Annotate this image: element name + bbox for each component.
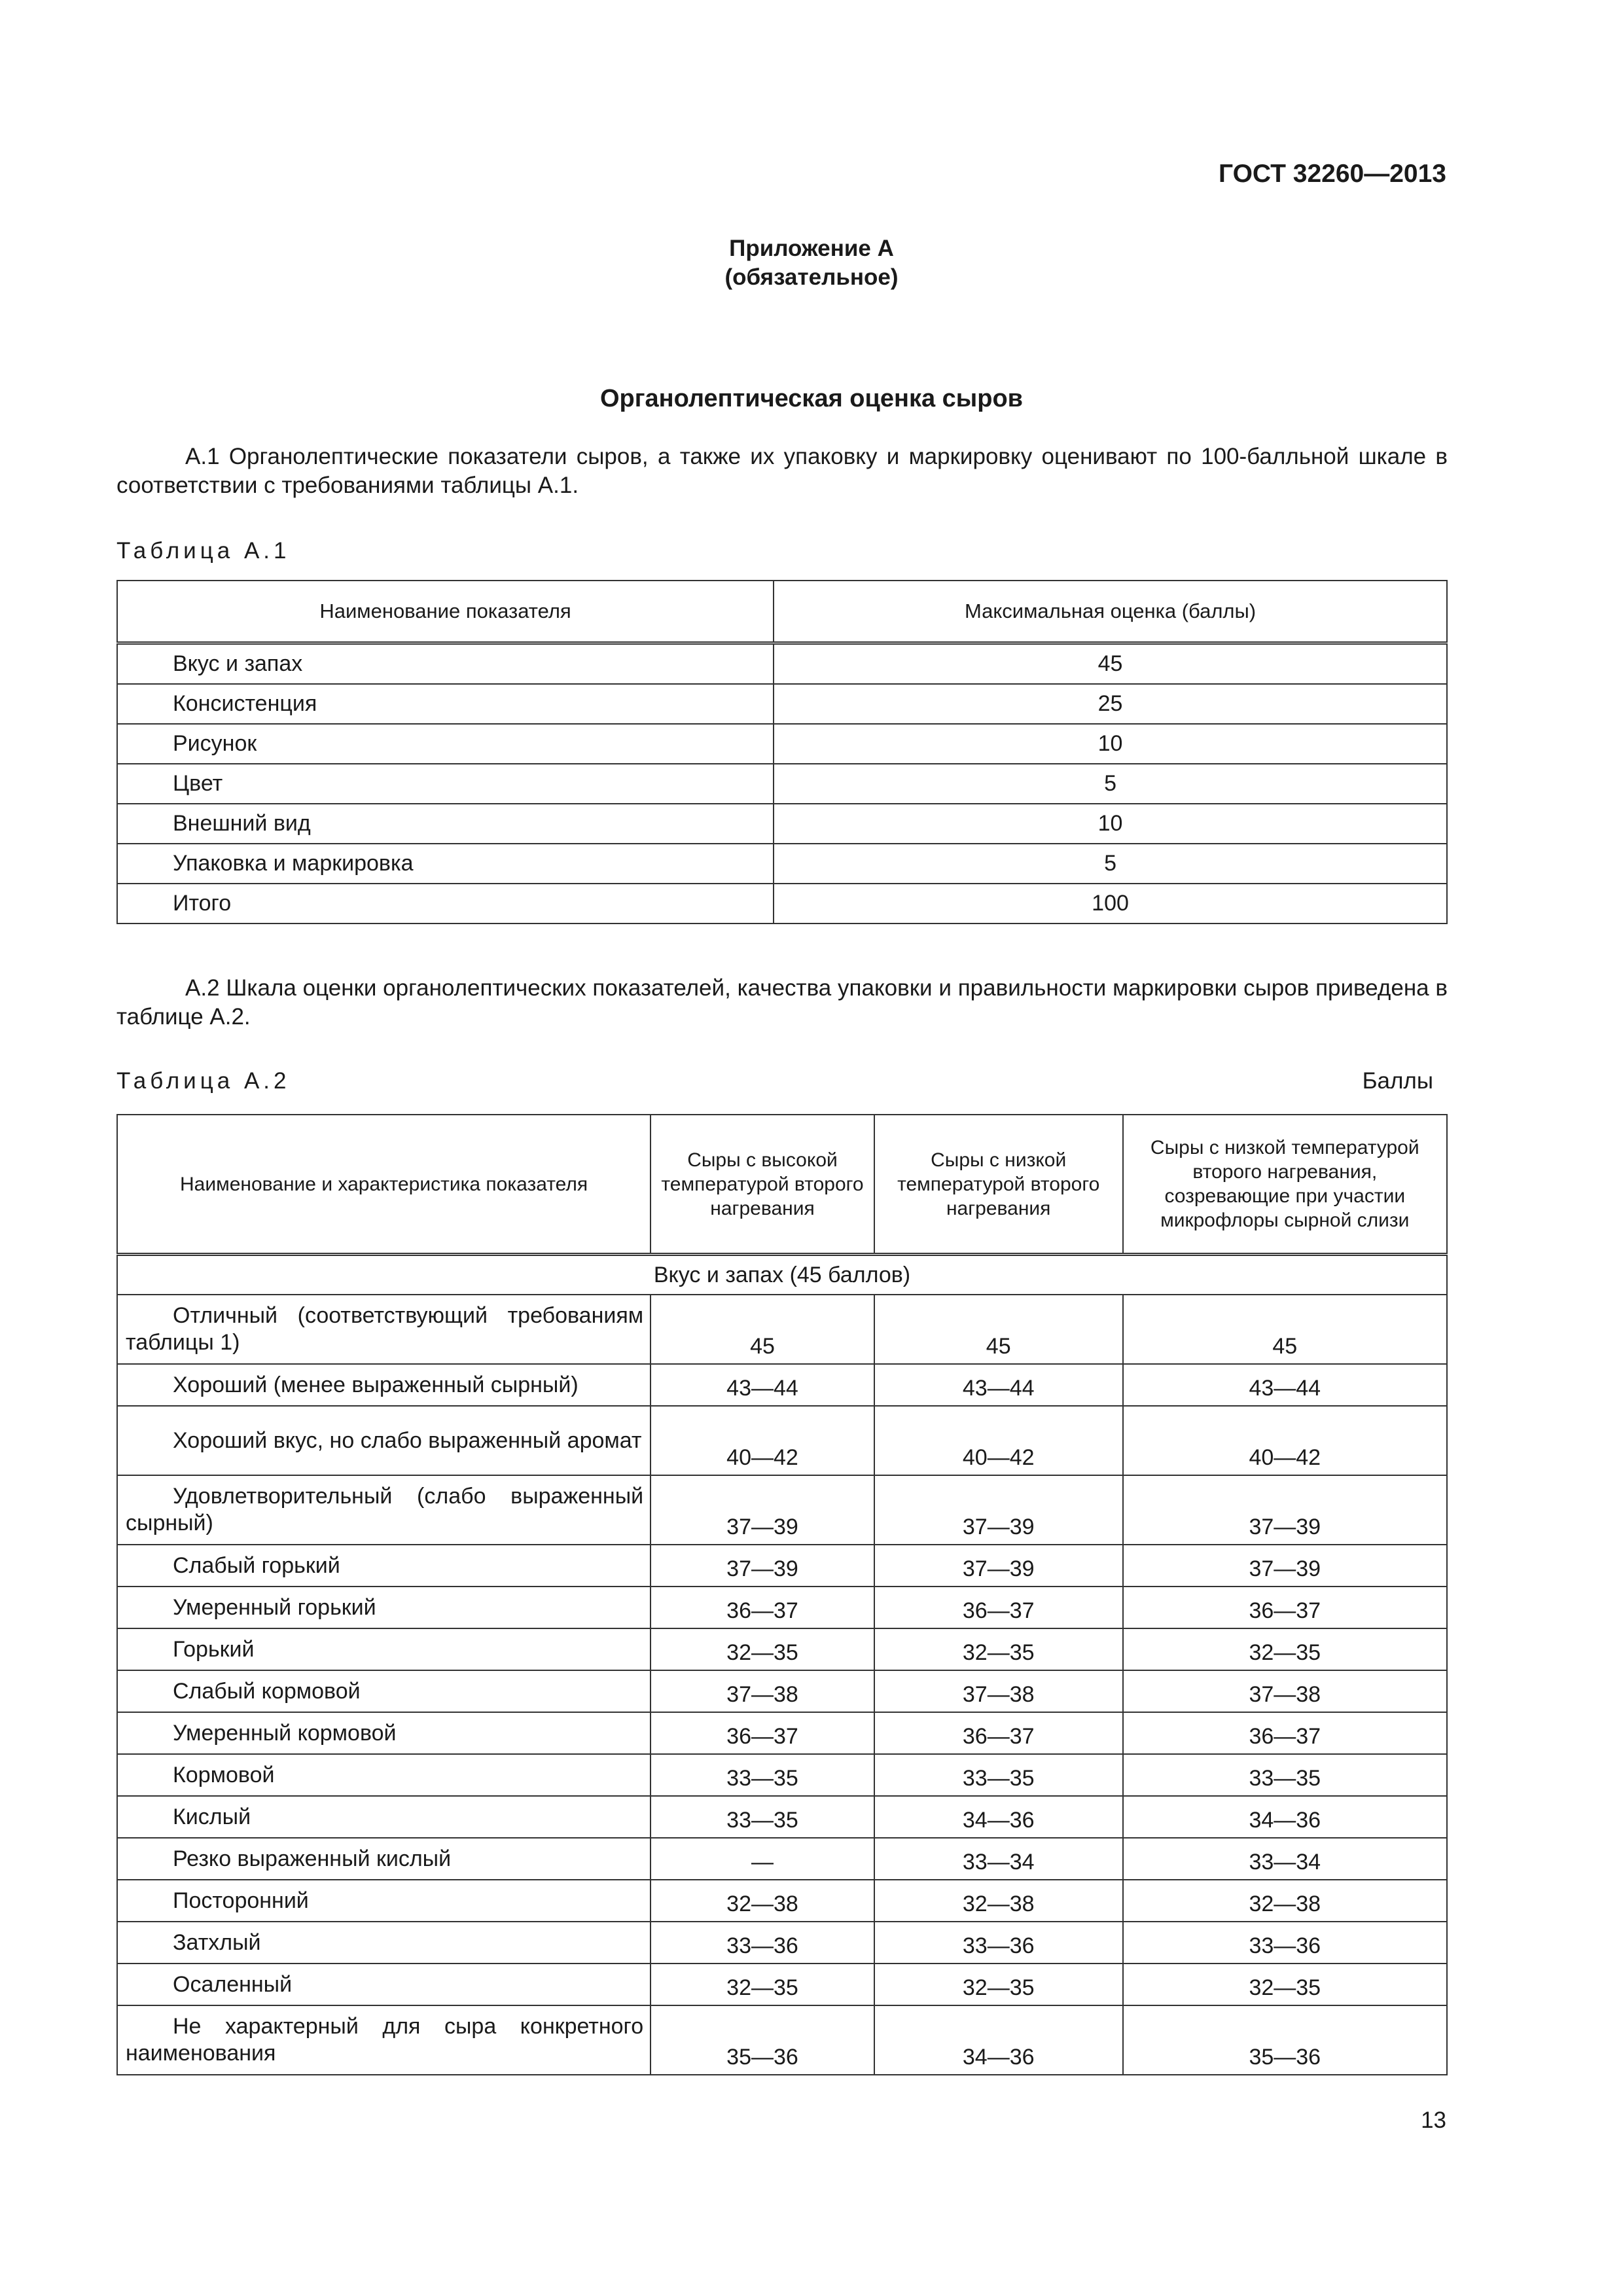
- score-high-temp: 35—36: [651, 2005, 874, 2075]
- table-a2-header-high-temp: Сыры с высокой температурой второго нагревания: [651, 1115, 874, 1255]
- document-code: ГОСТ 32260—2013: [1219, 160, 1446, 188]
- characteristic-name: [117, 1587, 651, 1628]
- table-row: [117, 1922, 1447, 1964]
- group-heading: Вкус и запах (45 баллов): [117, 1255, 1447, 1295]
- characteristic-text: Затхлый: [173, 1929, 261, 1955]
- characteristic-name: [117, 1754, 651, 1796]
- score-high-temp: 32—38: [651, 1880, 874, 1922]
- table-row: [117, 1295, 1447, 1364]
- characteristic-text: Хороший (менее выраженный сырный): [173, 1372, 579, 1397]
- table-a1-header-name: Наименование показателя: [117, 581, 774, 643]
- table-a1-header-score: Максимальная оценка (баллы): [774, 581, 1447, 643]
- characteristic-text: Отличный (соответствующий требованиям таблицы 1): [126, 1303, 644, 1355]
- indicator-name: Цвет: [117, 764, 774, 804]
- table-row: [117, 1712, 1447, 1754]
- table-a2: [116, 1114, 1448, 2075]
- score-low-temp: 37—39: [874, 1475, 1123, 1545]
- score-low-temp-smear: 32—38: [1123, 1880, 1447, 1922]
- table-row: [117, 844, 1447, 884]
- score-low-temp: 34—36: [874, 1796, 1123, 1838]
- score-low-temp-smear: 45: [1123, 1295, 1447, 1364]
- max-score: 25: [774, 684, 1447, 724]
- score-high-temp: 45: [651, 1295, 874, 1364]
- score-low-temp: 33—35: [874, 1754, 1123, 1796]
- score-high-temp: 37—39: [651, 1545, 874, 1587]
- characteristic-name: [117, 1964, 651, 2005]
- characteristic-name: [117, 1475, 651, 1545]
- paragraph-a1-text: А.1 Органолептические показатели сыров, а также их упаковку и маркировку оценивают по 100-балльной шкале в соответствии с требованиями таблицы А.1.: [116, 444, 1448, 498]
- indicator-name: Итого: [117, 884, 774, 924]
- characteristic-text: Умеренный горький: [173, 1594, 376, 1620]
- characteristic-name: [117, 1406, 651, 1475]
- table-row: [117, 1475, 1447, 1545]
- score-low-temp: 36—37: [874, 1587, 1123, 1628]
- characteristic-name: [117, 1712, 651, 1754]
- score-low-temp: 37—38: [874, 1670, 1123, 1712]
- characteristic-text: Удовлетворительный (слабо выраженный сырный): [126, 1484, 644, 1535]
- table-row: [117, 804, 1447, 844]
- indicator-name: Упаковка и маркировка: [117, 844, 774, 884]
- indicator-name: Внешний вид: [117, 804, 774, 844]
- table-row: [117, 1880, 1447, 1922]
- max-score: 45: [774, 643, 1447, 685]
- score-high-temp: 36—37: [651, 1587, 874, 1628]
- table-row: [117, 1628, 1447, 1670]
- characteristic-text: Хороший вкус, но слабо выраженный аромат: [173, 1427, 642, 1453]
- score-low-temp: 33—34: [874, 1838, 1123, 1880]
- score-low-temp-smear: 37—39: [1123, 1545, 1447, 1587]
- characteristic-text: Слабый горький: [173, 1552, 340, 1578]
- score-low-temp: 33—36: [874, 1922, 1123, 1964]
- table-row: [117, 1838, 1447, 1880]
- table-row: [117, 1545, 1447, 1587]
- score-low-temp-smear: 35—36: [1123, 2005, 1447, 2075]
- score-low-temp-smear: 33—36: [1123, 1922, 1447, 1964]
- table-a2-label: Таблица А.2: [116, 1068, 291, 1094]
- table-row: [117, 884, 1447, 924]
- score-low-temp: 34—36: [874, 2005, 1123, 2075]
- characteristic-text: Не характерный для сыра конкретного наименования: [126, 2014, 644, 2066]
- characteristic-text: Слабый кормовой: [173, 1678, 361, 1704]
- table-a1-label: Таблица А.1: [116, 538, 291, 564]
- score-low-temp: 45: [874, 1295, 1123, 1364]
- score-high-temp: 33—35: [651, 1796, 874, 1838]
- page-number: 13: [1421, 2108, 1446, 2133]
- table-row: [117, 643, 1447, 685]
- max-score: 5: [774, 764, 1447, 804]
- characteristic-text: Умеренный кормовой: [173, 1720, 397, 1746]
- table-row: [117, 764, 1447, 804]
- table-row: [117, 684, 1447, 724]
- table-row: [117, 1796, 1447, 1838]
- table-a2-header-low-temp: Сыры с низкой температурой второго нагревания: [874, 1115, 1123, 1255]
- characteristic-text: Резко выраженный кислый: [173, 1846, 452, 1871]
- characteristic-name: [117, 1364, 651, 1406]
- score-high-temp: 33—35: [651, 1754, 874, 1796]
- score-low-temp-smear: 32—35: [1123, 1628, 1447, 1670]
- indicator-name: Вкус и запах: [117, 643, 774, 685]
- characteristic-text: Кислый: [173, 1804, 251, 1829]
- indicator-name: Рисунок: [117, 724, 774, 764]
- score-high-temp: 32—35: [651, 1964, 874, 2005]
- score-high-temp: 36—37: [651, 1712, 874, 1754]
- score-low-temp-smear: 36—37: [1123, 1587, 1447, 1628]
- characteristic-text: Кормовой: [173, 1762, 275, 1787]
- table-a2-header-name: Наименование и характеристика показателя: [117, 1115, 651, 1255]
- characteristic-text: Осаленный: [173, 1971, 293, 1997]
- score-low-temp-smear: 40—42: [1123, 1406, 1447, 1475]
- score-low-temp: 37—39: [874, 1545, 1123, 1587]
- characteristic-name: [117, 1295, 651, 1364]
- score-low-temp: 40—42: [874, 1406, 1123, 1475]
- score-low-temp-smear: 32—35: [1123, 1964, 1447, 2005]
- section-title: Органолептическая оценка сыров: [599, 385, 1024, 412]
- annex-heading: [0, 234, 1623, 292]
- score-low-temp-smear: 43—44: [1123, 1364, 1447, 1406]
- table-group-row: [117, 1255, 1447, 1295]
- score-low-temp: 32—38: [874, 1880, 1123, 1922]
- score-low-temp-smear: 37—39: [1123, 1475, 1447, 1545]
- max-score: 10: [774, 804, 1447, 844]
- score-high-temp: 33—36: [651, 1922, 874, 1964]
- max-score: 5: [774, 844, 1447, 884]
- table-row: [117, 1406, 1447, 1475]
- score-high-temp: 37—39: [651, 1475, 874, 1545]
- table-row: [117, 1754, 1447, 1796]
- score-low-temp-smear: 36—37: [1123, 1712, 1447, 1754]
- characteristic-name: [117, 2005, 651, 2075]
- score-high-temp: 43—44: [651, 1364, 874, 1406]
- characteristic-text: Посторонний: [173, 1888, 309, 1913]
- score-low-temp: 32—35: [874, 1964, 1123, 2005]
- characteristic-name: [117, 1670, 651, 1712]
- indicator-name: Консистенция: [117, 684, 774, 724]
- characteristic-name: [117, 1880, 651, 1922]
- score-low-temp: 36—37: [874, 1712, 1123, 1754]
- characteristic-name: [117, 1545, 651, 1587]
- paragraph-a2-text: А.2 Шкала оценки органолептических показателей, качества упаковки и правильности маркировки сыров приведена в таблице А.2.: [116, 975, 1448, 1030]
- paragraph-a1: [116, 442, 1448, 500]
- characteristic-name: [117, 1838, 651, 1880]
- paragraph-a2: [116, 974, 1448, 1031]
- score-high-temp: 40—42: [651, 1406, 874, 1475]
- score-low-temp-smear: 37—38: [1123, 1670, 1447, 1712]
- table-row: [117, 1670, 1447, 1712]
- table-row: [117, 1964, 1447, 2005]
- score-low-temp: 32—35: [874, 1628, 1123, 1670]
- characteristic-name: [117, 1922, 651, 1964]
- table-a2-header-low-temp-smear: Сыры с низкой температурой второго нагревания, созревающие при участии микрофлоры сырной слизи: [1123, 1115, 1447, 1255]
- characteristic-name: [117, 1796, 651, 1838]
- score-low-temp-smear: 33—35: [1123, 1754, 1447, 1796]
- score-low-temp: 43—44: [874, 1364, 1123, 1406]
- score-low-temp-smear: 33—34: [1123, 1838, 1447, 1880]
- table-row: [117, 1364, 1447, 1406]
- characteristic-name: [117, 1628, 651, 1670]
- characteristic-text: Горький: [173, 1636, 255, 1662]
- score-high-temp: 32—35: [651, 1628, 874, 1670]
- score-high-temp: —: [651, 1838, 874, 1880]
- table-row: [117, 1587, 1447, 1628]
- score-high-temp: 37—38: [651, 1670, 874, 1712]
- table-a2-units: Баллы: [1362, 1068, 1433, 1094]
- max-score: 100: [774, 884, 1447, 924]
- annex-title: Приложение А: [729, 236, 894, 261]
- score-low-temp-smear: 34—36: [1123, 1796, 1447, 1838]
- annex-status: (обязательное): [724, 264, 899, 290]
- table-row: [117, 724, 1447, 764]
- max-score: 10: [774, 724, 1447, 764]
- table-a1: [116, 580, 1448, 924]
- table-row: [117, 2005, 1447, 2075]
